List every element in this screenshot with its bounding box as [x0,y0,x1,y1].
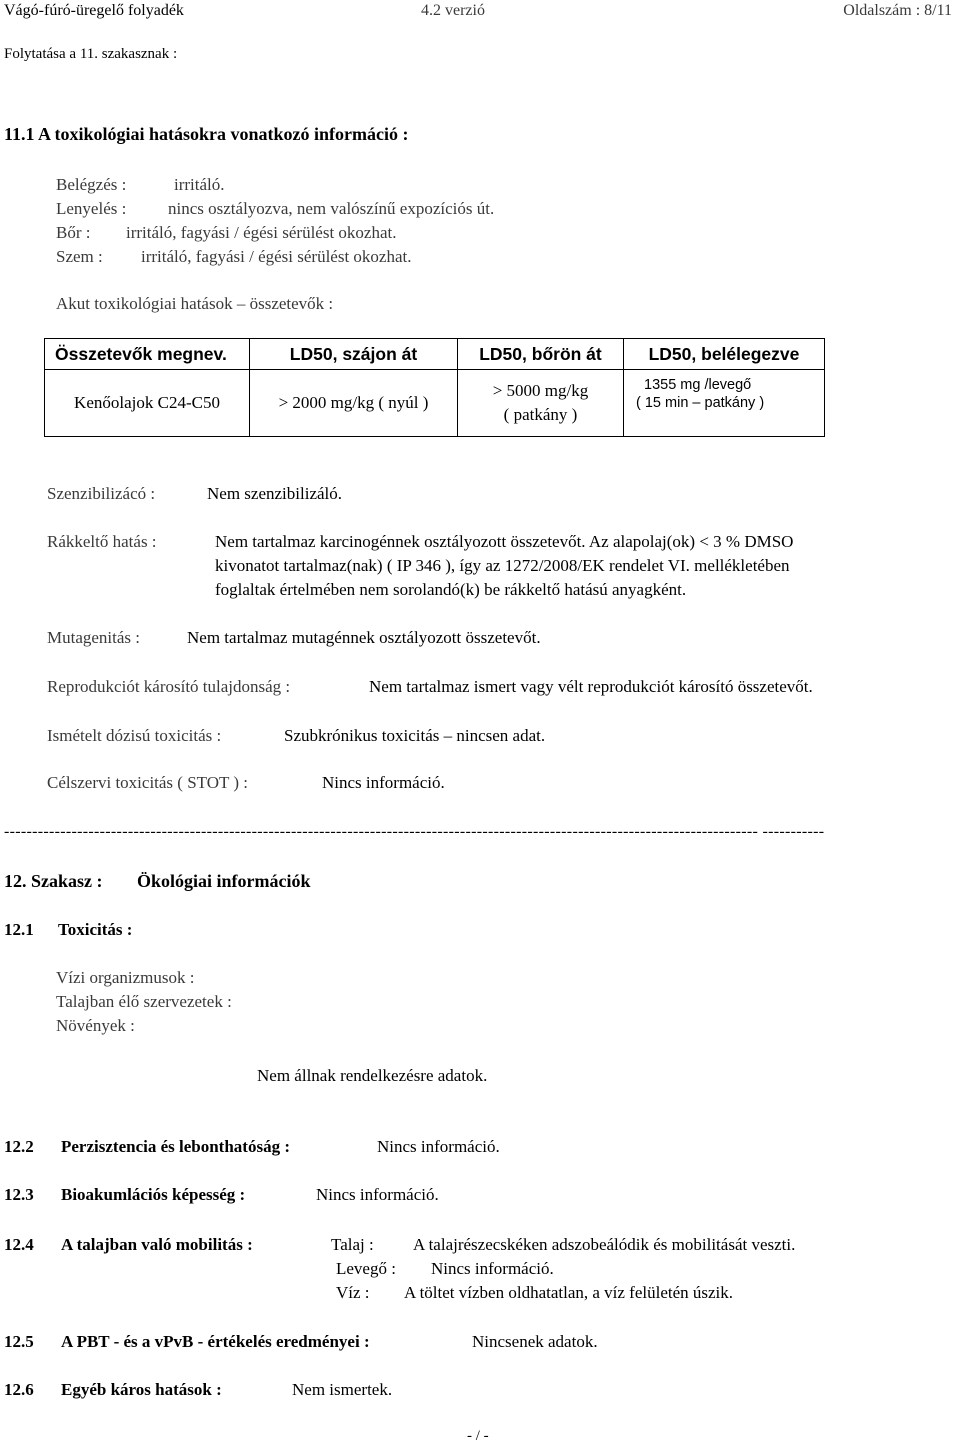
section-divider: -------------------------------------------------------------------------------------------------------------------------------------- ----------- [4,823,825,840]
page-number: Oldalszám : 8/11 [843,2,952,19]
route-eye-label: Szem : [56,247,103,266]
carcinogenicity-label: Rákkeltő hatás : [47,532,157,551]
route-skin-label: Bőr : [56,223,91,242]
version: 4.2 verzió [421,2,485,19]
sensitization-label: Szenzibilizácó : [47,484,156,503]
stot-value: Nincs információ. [322,773,445,792]
inhalation-species: ( 15 min – patkány ) [636,395,765,411]
section-11-1-heading: 11.1 A toxikológiai hatásokra vonatkozó információ : [4,124,409,144]
mobility-soil-label: Talaj : [331,1235,374,1254]
mobility-water-value: A töltet vízben oldhatatlan, a víz felületén úszik. [404,1283,734,1302]
section-12-title: Ökológiai információk [137,871,311,891]
s12-2-number: 12.2 [4,1137,34,1156]
mobility-air-label: Levegő : [336,1259,396,1278]
reproductive-tox-value: Nem tartalmaz ismert vagy vélt reprodukciót károsító összetevőt. [369,677,813,696]
col-header-component: Összetevők megnev. [45,339,250,370]
mobility-air-value: Nincs információ. [431,1259,554,1278]
page-footer: - / - [467,1428,489,1444]
route-inhalation-value: irritáló. [174,175,225,194]
carcinogenicity-line-2: kivonatot tartalmaz(nak) ( IP 346 ), így az 1272/2008/EK rendelet VI. mellékletében [215,556,790,575]
aquatic-organisms-label: Vízi organizmusok : [56,968,195,987]
mutagenicity-label: Mutagenitás : [47,628,141,647]
acute-tox-title: Akut toxikológiai hatások – összetevők : [56,294,334,313]
s12-3-value: Nincs információ. [316,1185,439,1204]
s12-4-title: A talajban való mobilitás : [61,1235,253,1254]
s12-6-value: Nem ismertek. [292,1380,393,1399]
s12-2-value: Nincs információ. [377,1137,500,1156]
route-ingestion-value: nincs osztályozva, nem valószínű expozíciós út. [168,199,495,218]
plants-label: Növények : [56,1016,135,1035]
carcinogenicity-line-3: foglaltak értelmében nem sorolandó(k) be rákkeltő hatású anyagként. [215,580,687,599]
s12-4-number: 12.4 [4,1235,34,1254]
acute-toxicity-table [44,338,825,437]
s12-3-number: 12.3 [4,1185,34,1204]
repeated-dose-value: Szubkrónikus toxicitás – nincsen adat. [284,726,546,745]
section-12-number: 12. Szakasz : [4,871,103,891]
s12-5-value: Nincsenek adatok. [472,1332,598,1351]
sensitization-value: Nem szenzibilizáló. [207,484,343,503]
mobility-soil-value: A talajrészecskéken adszobeálódik és mobilitását veszti. [413,1235,796,1254]
no-data-note: Nem állnak rendelkezésre adatok. [257,1066,488,1085]
cell-ld50-dermal [458,370,624,437]
dermal-species: ( patkány ) [503,405,578,424]
col-header-ld50-oral: LD50, szájon át [250,339,458,370]
route-ingestion-label: Lenyelés : [56,199,127,218]
reproductive-tox-label: Reprodukciót károsító tulajdonság : [47,677,291,696]
s12-1-title: Toxicitás : [58,920,133,939]
cell-ld50-inhalation [624,370,825,437]
inhalation-value: 1355 mg /levegő [644,377,752,393]
s12-5-title: A PBT - és a vPvB - értékelés eredményei : [61,1332,370,1351]
carcinogenicity-line-1: Nem tartalmaz karcinogénnek osztályozott összetevőt. Az alapolaj(ok) < 3 % DMSO [215,532,794,551]
s12-1-number: 12.1 [4,920,34,939]
s12-5-number: 12.5 [4,1332,34,1351]
route-eye-value: irritáló, fagyási / égési sérülést okozhat. [141,247,412,266]
s12-2-title: Perzisztencia és lebonthatóság : [61,1137,290,1156]
s12-6-title: Egyéb káros hatások : [61,1380,222,1399]
mobility-water-label: Víz : [336,1283,370,1302]
stot-label: Célszervi toxicitás ( STOT ) : [47,773,248,792]
repeated-dose-label: Ismételt dózisú toxicitás : [47,726,222,745]
soil-organisms-label: Talajban élő szervezetek : [56,992,232,1011]
route-inhalation-label: Belégzés : [56,175,127,194]
product-name: Vágó-fúró-üregelő folyadék [4,2,184,19]
mutagenicity-value: Nem tartalmaz mutagénnek osztályozott összetevőt. [187,628,541,647]
s12-3-title: Bioakumlációs képesség : [61,1185,246,1204]
s12-6-number: 12.6 [4,1380,34,1399]
cell-ld50-oral: > 2000 mg/kg ( nyúl ) [250,370,458,437]
dermal-value: > 5000 mg/kg [492,381,589,400]
cell-component-name: Kenőolajok C24-C50 [45,370,250,437]
col-header-ld50-dermal: LD50, bőrön át [458,339,624,370]
table-row [45,370,825,437]
table-header-row [45,339,825,370]
route-skin-value: irritáló, fagyási / égési sérülést okozhat. [126,223,397,242]
continuation-note: Folytatása a 11. szakasznak : [4,46,178,62]
col-header-ld50-inhalation: LD50, belélegezve [624,339,825,370]
